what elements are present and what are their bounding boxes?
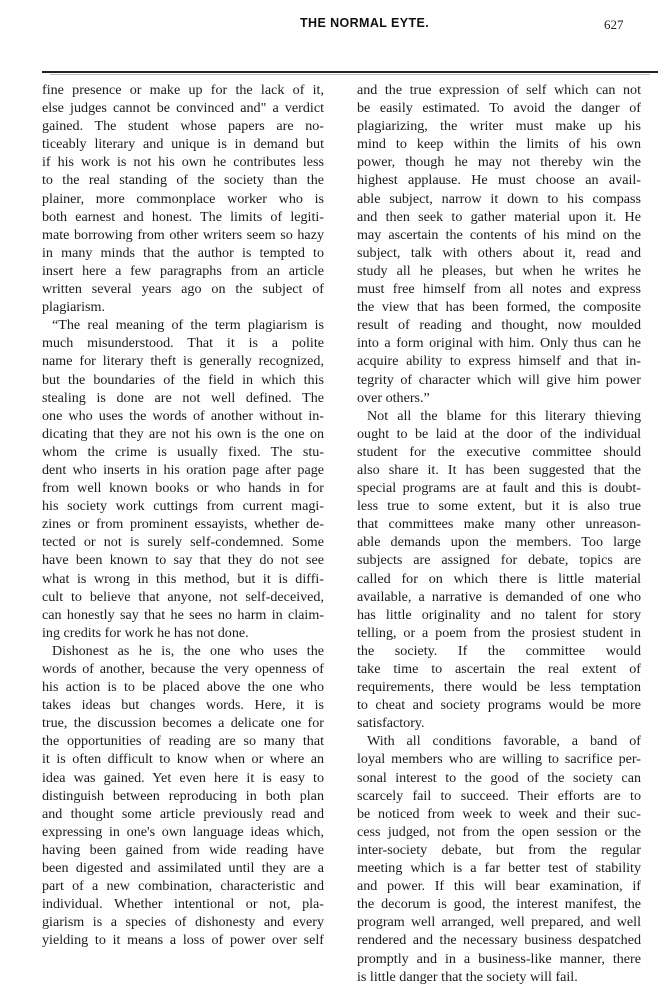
- text-line: words of another, because the very openness of: [42, 661, 324, 677]
- text-line: his society work cuttings from current magi-: [42, 498, 324, 515]
- page-number: 627: [604, 17, 624, 32]
- text-line: power, though he may not thereby win the: [357, 154, 641, 171]
- text-line: been digested and assimilated until they are a: [42, 860, 324, 877]
- text-line: satisfactory.: [357, 715, 425, 732]
- text-line: available, a narrative is demanded of one who: [357, 588, 641, 605]
- text-line: written several years ago on the subject of: [42, 281, 324, 298]
- text-line: be noticed from week to week and their suc-: [357, 805, 641, 822]
- text-line: requirements, there would be less temptation: [357, 679, 641, 696]
- text-line: dicating that they are not his own is the one on: [42, 425, 324, 442]
- text-line: also share it. It has been suggested that the: [357, 461, 641, 478]
- text-line: result of reading and thought, now moulded: [357, 317, 641, 334]
- text-line: stealing is done are not well defined. The: [42, 389, 324, 406]
- text-line: program well arranged, well prepared, and well: [357, 914, 641, 931]
- text-line: individual. Whether intentional or not, pla-: [42, 896, 324, 913]
- text-line: mind to keep within the limits of his own: [357, 136, 641, 153]
- text-line: is little danger that the society will fail.: [357, 968, 578, 985]
- text-line: have been known to say that they do not see: [42, 552, 324, 569]
- text-line: less true to some extent, but it is also true: [357, 498, 641, 515]
- text-line: take time to ascertain the real extent of: [357, 661, 641, 677]
- text-line: his action is to be placed above the one who: [42, 679, 324, 696]
- text-line: distinguish between reproducing in both plan: [42, 787, 324, 804]
- text-line: ing credits for work he has not done.: [42, 624, 249, 641]
- text-line: the society. If the committee would: [357, 642, 641, 659]
- text-line: promptly and in a business-like manner, there: [357, 950, 641, 967]
- text-line: rendered and the necessary business despatched: [357, 932, 641, 949]
- text-line: but the boundaries of the field in which this: [42, 371, 324, 388]
- text-line: subject, talk with others about it, read and: [357, 244, 641, 261]
- running-head: [0, 16, 672, 36]
- text-line: student for the executive committee should: [357, 443, 641, 460]
- text-line: may ascertain the contents of his mind on the: [357, 226, 641, 243]
- text-line: loyal members who are willing to sacrifice per-: [357, 751, 641, 768]
- text-line: study all he pleases, but when he writes he: [357, 262, 641, 279]
- text-line: to cheat and society programs would be more: [357, 697, 641, 714]
- text-line: into a form original with him. Only thus can he: [357, 335, 641, 352]
- right-column: [357, 81, 641, 986]
- text-line: has little originality and no talent for story: [357, 606, 641, 623]
- text-line: acquire ability to express himself and that in-: [357, 353, 641, 370]
- header-rule: [42, 71, 658, 73]
- text-line: cess judged, not from the open session or the: [357, 823, 641, 840]
- text-line: mate borrowing from other writers seem so hazy: [42, 226, 324, 243]
- text-line: true, the discussion becomes a delicate one for: [42, 715, 324, 732]
- text-line: over others.”: [357, 389, 430, 406]
- text-line: and the true expression of self which can not: [357, 82, 641, 98]
- text-line: takes ideas but changes words. Here, it is: [42, 697, 324, 714]
- text-line: from well known books or who hands in for: [42, 480, 324, 497]
- text-line: in many minds that the author is tempted to: [42, 244, 324, 261]
- text-line: that committees make many other unreason-: [357, 516, 641, 533]
- text-line: able demands upon the members. Too large: [357, 534, 641, 551]
- text-line: the decorum is good, the interest manifest, the: [357, 896, 641, 913]
- text-line: name for literary theft is generally recognized,: [42, 353, 324, 370]
- paragraph-first-line: Not all the blame for this literary thieving: [367, 407, 641, 424]
- text-line: must free himself from all notes and express: [357, 281, 641, 298]
- text-line: highest applause. He must choose an avail-: [357, 172, 641, 189]
- text-line: much misunderstood. That it is a polite: [42, 335, 324, 352]
- left-column: [42, 81, 324, 950]
- text-line: yielding to it means a loss of power over self: [42, 932, 324, 949]
- text-line: plagiarism.: [42, 299, 106, 316]
- text-line: giarism is a species of dishonesty and every: [42, 914, 324, 931]
- text-line: be easily estimated. To avoid the danger of: [357, 100, 641, 117]
- text-line: and then seek to gather material upon it. He: [357, 208, 641, 225]
- text-line: the opportunities of reading are so many that: [42, 733, 324, 750]
- paragraph-first-line: With all conditions favorable, a band of: [367, 733, 641, 750]
- text-line: gained. The student whose papers are no-: [42, 118, 324, 135]
- header-rule-shadow: [50, 74, 650, 75]
- text-line: can honestly say that he sees no harm in claim-: [42, 606, 324, 623]
- text-line: dent who inserts in his oration page after page: [42, 461, 324, 478]
- text-line: tegrity of character which will give him power: [357, 371, 641, 388]
- text-line: cult to believe that anyone, not self-deceived,: [42, 588, 324, 605]
- text-line: telling, or a poem from the prosiest student in: [357, 624, 641, 641]
- text-line: part of a new combination, characteristic and: [42, 878, 324, 895]
- text-line: scarcely fail to succeed. Their efforts are to: [357, 787, 641, 804]
- text-line: one who uses the words of another without in-: [42, 407, 324, 424]
- text-line: inter-society debate, but from the regular: [357, 841, 641, 858]
- text-line: it is often difficult to know when or where an: [42, 751, 324, 768]
- journal-title: THE NORMAL EYTE.: [300, 16, 430, 30]
- text-line: ought to be laid at the door of the individual: [357, 425, 641, 442]
- text-line: to the real standing of the society than the: [42, 172, 324, 189]
- text-line: sonal interest to the good of the society can: [357, 769, 641, 786]
- text-line: tected or not is surely self-condemned. Some: [42, 534, 324, 551]
- text-line: special programs are at fault and this is doubt-: [357, 480, 641, 497]
- text-line: the view that has been formed, the composite: [357, 299, 641, 316]
- paragraph-first-line: “The real meaning of the term plagiarism is: [52, 317, 324, 334]
- text-line: and power. If this will bear examination, if: [357, 878, 641, 895]
- text-line: and thought some article previously read and: [42, 805, 324, 822]
- text-line: if his work is not his own he contributes less: [42, 154, 324, 171]
- text-line: called for on which there is little material: [357, 570, 641, 587]
- text-line: both earnest and honest. The limits of legiti-: [42, 208, 324, 225]
- text-line: idea was gained. Yet even here it is easy to: [42, 769, 324, 786]
- text-line: ticeably literary and unique is in demand but: [42, 136, 324, 153]
- text-line: able subject, narrow it down to his compass: [357, 190, 641, 207]
- text-line: whom the crime is usually fixed. The stu-: [42, 443, 324, 460]
- text-line: fine presence or make up for the lack of it,: [42, 82, 324, 98]
- text-line: plainer, more commonplace worker who is: [42, 190, 324, 207]
- text-line: meeting which is a far better test of stability: [357, 860, 641, 877]
- text-line: insert here a few paragraphs from an article: [42, 262, 324, 279]
- text-line: having been gained from wide reading have: [42, 841, 324, 858]
- text-line: zines or from prominent essayists, whether de-: [42, 516, 324, 533]
- text-line: subjects are assigned for debate, topics are: [357, 552, 641, 569]
- text-line: what is wrong in this method, but it is diffi-: [42, 570, 324, 587]
- text-line: expressing in one's own language ideas which,: [42, 823, 324, 840]
- paragraph-first-line: Dishonest as he is, the one who uses the: [52, 642, 324, 659]
- text-line: else judges cannot be convinced and" a verdict: [42, 100, 324, 117]
- text-line: plagiarizing, the writer must make up his: [357, 118, 641, 135]
